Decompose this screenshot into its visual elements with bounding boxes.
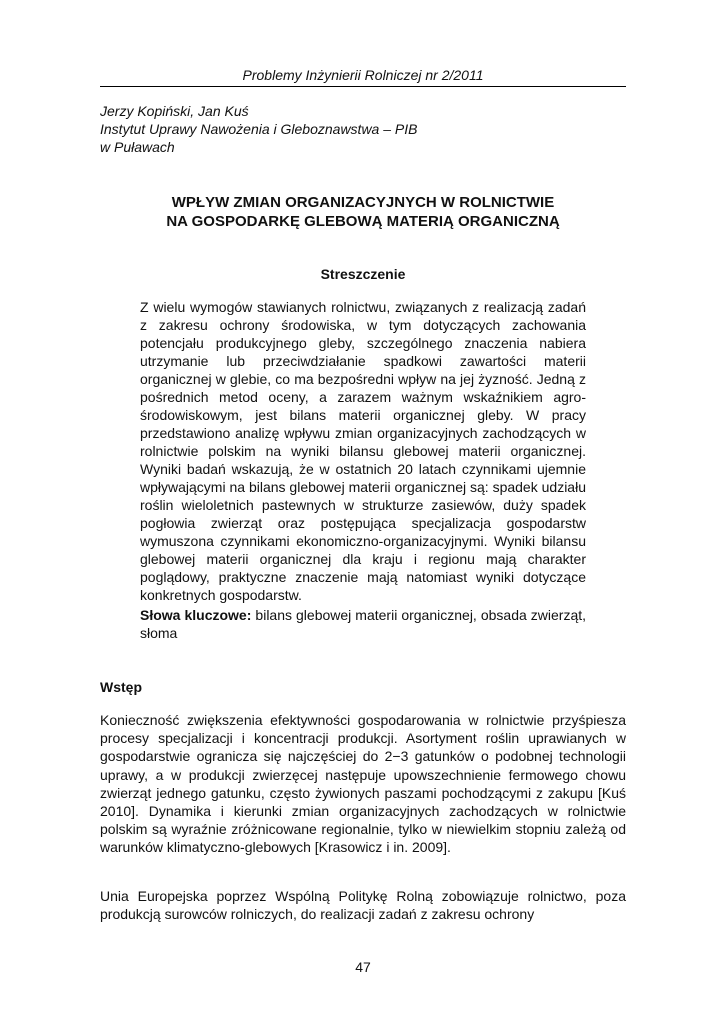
author-institution: Instytut Uprawy Nawożenia i Gleboznawstwa – PIB: [100, 121, 418, 137]
author-location: w Puławach: [100, 139, 175, 155]
running-header: Problemy Inżynierii Rolniczej nr 2/2011: [242, 67, 484, 83]
author-names: Jerzy Kopiński, Jan Kuś: [100, 103, 249, 119]
title-line-2: NA GOSPODARKĘ GLEBOWĄ MATERIĄ ORGANICZNĄ: [166, 213, 560, 230]
article-title: [100, 193, 626, 231]
page-number: 47: [355, 959, 371, 975]
keywords-label: Słowa kluczowe:: [140, 607, 252, 623]
title-line-1: WPŁYW ZMIAN ORGANIZACYJNYCH W ROLNICTWIE: [171, 194, 555, 211]
keywords: [140, 606, 586, 642]
author-block: [100, 102, 626, 156]
abstract-text: Z wielu wymogów stawianych rolnictwu, związanych z realizacją zadań z zakresu ochrony środowiska, w tym dotyczących zachowania potencjału produkcyjnego gleby, szczególnego znaczenia nabiera utrzymanie lub przeciwdziałanie spadkowi zawartości materii organicznej w glebie, co ma bezpośredni wpływ na jej żyzność. Jedną z pośrednich metod oceny, a zarazem ważnym wskaźnikiem agro-środowiskowym, jest bilans materii organicznej gleby. W pracy przedstawiono analizę wpływu zmian organizacyjnych zachodzących w rolnictwie polskim na wyniki bilansu glebowej materii organicznej. Wyniki badań wskazują, że w ostatnich 20 latach czynnikami ujemnie wpływającymi na bilans glebowej materii organicznej są: spadek udziału roślin wieloletnich pastewnych w strukturze zasiewów, duży spadek pogłowia zwierząt oraz postępująca specjalizacja gospodarstw wymuszona czynnikami ekonomiczno-organizacyjnymi. Wyniki bilansu glebowej materii organicznej dla kraju i regionu mają charakter poglądowy, praktyczne znaczenie mają natomiast wyniki dotyczące konkretnych gospodarstw.: [140, 299, 586, 603]
intro-paragraph-1: Konieczność zwiększenia efektywności gospodarowania w rolnictwie przyśpiesza procesy specjalizacji i koncentracji produkcji. Asortyment roślin uprawianych w gospodarstwie ogranicza się najczęściej do 2−3 gatunków o podobnej technologii uprawy, a w produkcji zwierzęcej następuje upowszechnienie fermowego chowu zwierząt jednego gatunku, często żywionych paszami pochodzącymi z zakupu [Kuś 2010]. Dynamika i kierunki zmian organizacyjnych zachodzących w rolnictwie polskim są wyraźnie zróżnicowane regionalnie, tylko w niewielkim stopniu zależą od warunków klimatyczno-glebowych [Krasowicz i in. 2009].: [100, 712, 626, 856]
intro-paragraph-2: Unia Europejska poprzez Wspólną Politykę Rolną zobowiązuje rolnictwo, poza produkcją surowców rolniczych, do realizacji zadań z zakresu ochrony: [100, 888, 626, 923]
header-rule: [100, 86, 626, 87]
keywords-text: bilans glebowej materii organicznej, obsada zwierząt, słoma: [140, 607, 587, 641]
section-heading-intro: Wstęp: [100, 679, 142, 695]
abstract-heading: Streszczenie: [320, 266, 406, 282]
